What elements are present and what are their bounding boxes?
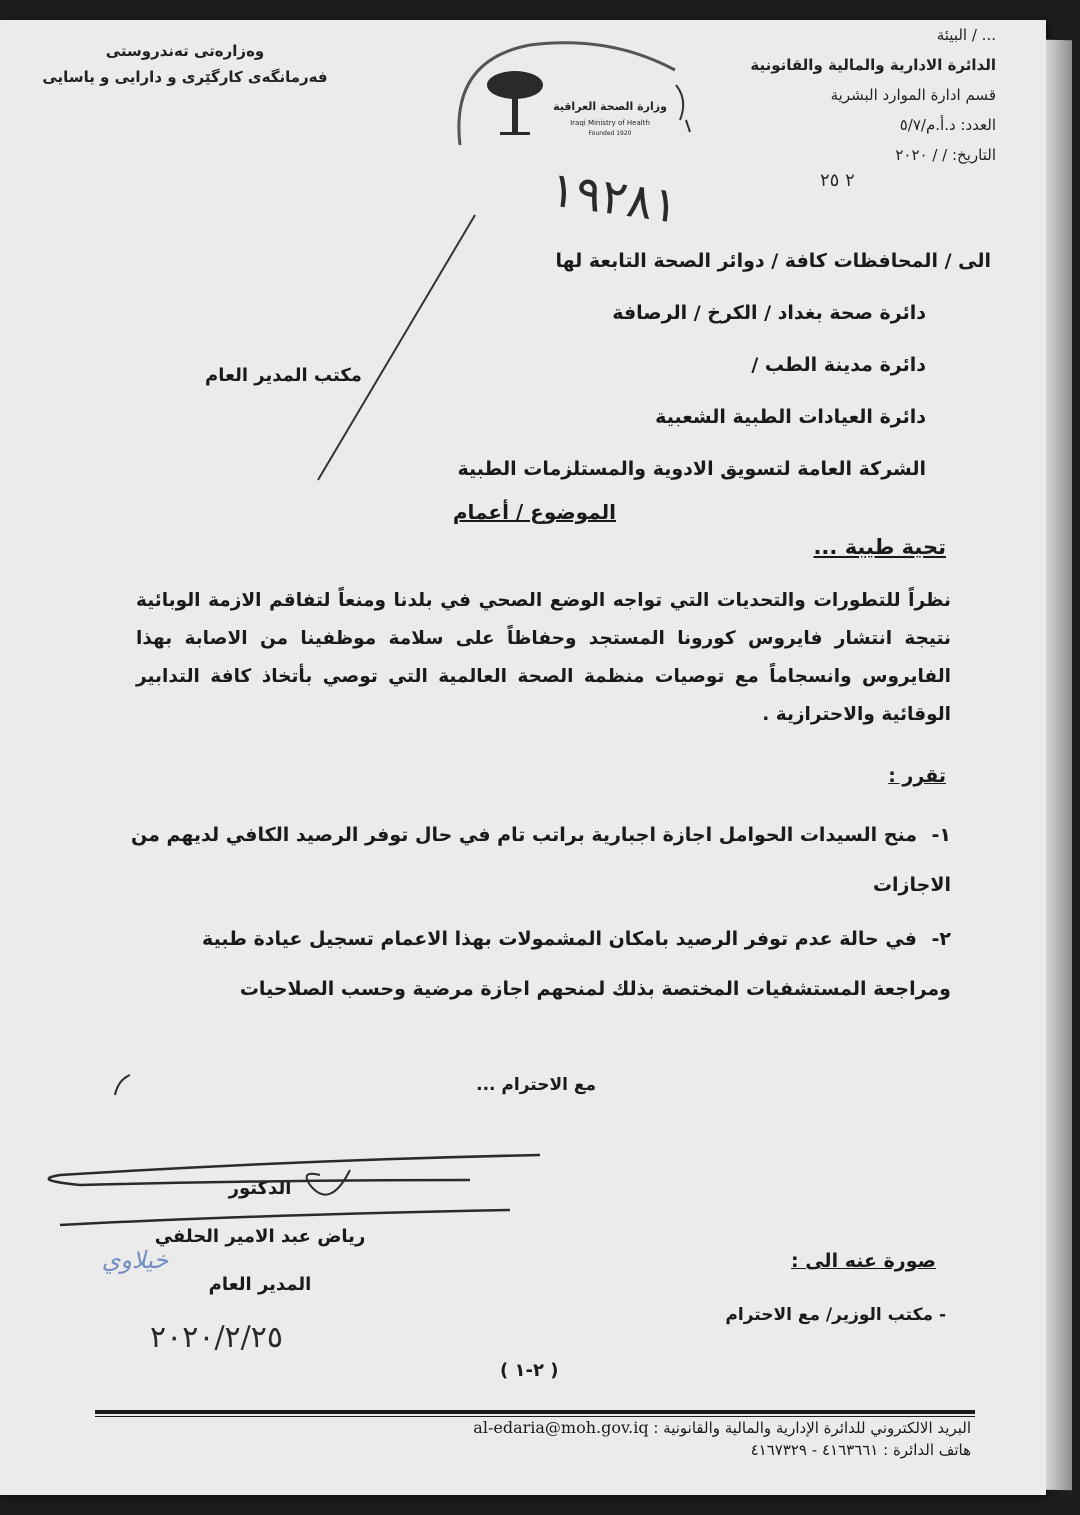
addressee-line: دائرة مدينة الطب / bbox=[751, 354, 926, 376]
addressee-line: الشركة العامة لتسويق الادوية والمستلزمات الطبية bbox=[457, 458, 926, 480]
decision-heading: تقرر : bbox=[888, 765, 946, 787]
document-date: التاريخ: / / ٢٠٢٠ bbox=[895, 146, 996, 164]
item-text: منح السيدات الحوامل اجازة اجبارية براتب تام في حال توفر الرصيد الكافي لديهم من الاجازات bbox=[131, 824, 951, 896]
addressee-line: دائرة صحة بغداد / الكرخ / الرصافة bbox=[612, 302, 926, 324]
header-line-0: ... / البيئة bbox=[936, 26, 996, 44]
director-general-office: مكتب المدير العام bbox=[205, 365, 362, 386]
item-number: ٢- bbox=[931, 928, 951, 950]
logo-founded: Founded 1920 bbox=[588, 130, 632, 137]
reference-number: العدد: د.أ.م/٥/٧ bbox=[899, 116, 996, 134]
addressee-line: الى / المحافظات كافة / دوائر الصحة التابعة لها bbox=[555, 250, 991, 272]
kurdish-header-line-2: فەرمانگەی کارگێری و دارایی و یاسایی bbox=[42, 68, 328, 86]
item-number: ١- bbox=[931, 824, 951, 846]
palm-tree-icon bbox=[487, 71, 543, 135]
greeting: تحية طيبة ... bbox=[813, 535, 946, 559]
handwritten-date: ٢ ٢٥ bbox=[820, 170, 855, 191]
footer-email[interactable]: al-edaria@moh.gov.iq bbox=[473, 1418, 649, 1437]
closing-regards: مع الاحترام ... bbox=[476, 1075, 596, 1095]
document-page bbox=[0, 20, 1046, 1495]
logo-arc bbox=[459, 43, 675, 145]
addressee-list bbox=[366, 235, 991, 495]
handwritten-incoming-number: ١٩٢٨١ bbox=[546, 161, 683, 235]
kurdish-header-line-1: وەزارەتی تەندروستی bbox=[105, 42, 265, 60]
cc-item: - مكتب الوزير/ مع الاحترام bbox=[725, 1305, 946, 1325]
paper-edge bbox=[1046, 40, 1072, 1490]
decision-item bbox=[121, 914, 951, 1014]
footer-phone: هاتف الدائرة : ٤١٦٣٦٦١ - ٤١٦٧٣٢٩ bbox=[750, 1441, 971, 1459]
blue-stamp: خيلاوي bbox=[101, 1246, 169, 1274]
header-department: الدائرة الادارية والمالية والقانونية bbox=[750, 56, 996, 74]
footer bbox=[91, 1405, 971, 1461]
arabic-department-header bbox=[676, 26, 996, 170]
subject-line: الموضوع / أعمام bbox=[452, 500, 616, 524]
logo-en-name: Iraqi Ministry of Health bbox=[570, 119, 650, 127]
signer-title: الدكتور bbox=[228, 1178, 292, 1199]
cc-heading: صورة عنه الى : bbox=[791, 1250, 936, 1272]
signer-position: المدير العام bbox=[208, 1274, 312, 1295]
ministry-logo bbox=[440, 40, 680, 150]
item-text: في حالة عدم توفر الرصيد بامكان المشمولات بهذا الاعمام تسجيل عيادة طبية ومراجعة المستشفيات المختصة بذلك لمنحهم اجازة مرضية وحسب الصلاحيات bbox=[202, 928, 951, 1000]
header-section: قسم ادارة الموارد البشرية bbox=[830, 86, 996, 104]
signature-date: ٢٠٢٠/٢/٢٥ bbox=[150, 1320, 284, 1355]
logo-ar-name: وزارة الصحة العراقية bbox=[553, 100, 667, 113]
page-number: ( ٢-١ ) bbox=[500, 1360, 559, 1381]
margin-tick bbox=[115, 1075, 130, 1095]
decision-item bbox=[121, 810, 951, 910]
addressee-line: دائرة العيادات الطبية الشعبية bbox=[655, 406, 926, 428]
decision-items bbox=[121, 810, 951, 1018]
kurdish-ministry-header bbox=[30, 38, 340, 90]
body-paragraph: نظراً للتطورات والتحديات التي تواجه الوضع الصحي في بلدنا ومنعاً لتفاقم الازمة الوبائية نتيجة انتشار فايروس كورونا المستجد وحفاظاً على سلامة موظفينا من الاصابة بهذا الفايروس وانسجاماً مع توصيات منظمة الصحة العالمية التي توصي بأتخاذ كافة التدابير الوقائية والاحترازية . bbox=[136, 590, 951, 725]
footer-email-label: البريد الالكتروني للدائرة الإدارية والمالية والقانونية : bbox=[653, 1419, 971, 1437]
signer-name: رياض عبد الامير الحلفي bbox=[154, 1226, 366, 1247]
